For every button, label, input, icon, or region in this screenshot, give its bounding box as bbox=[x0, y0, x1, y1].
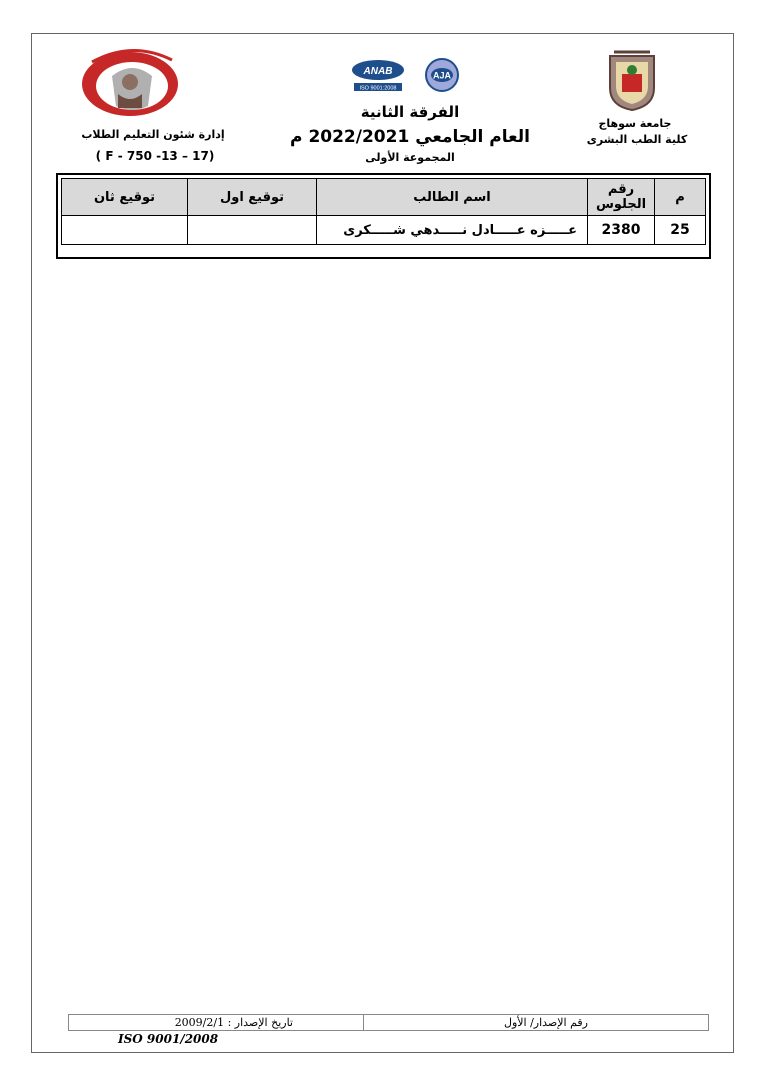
col-header-second-signature: توقيع ثان bbox=[62, 179, 188, 216]
svg-text:ISO 9001:2008: ISO 9001:2008 bbox=[359, 85, 397, 92]
col-header-student-name: اسم الطالب bbox=[317, 179, 588, 216]
faculty-name: كلية الطب البشرى bbox=[586, 133, 688, 146]
group-title: المجموعة الأولى bbox=[365, 151, 455, 164]
university-name: جامعة سوهاج bbox=[598, 117, 672, 130]
form-code: ( F - 750 -13 – 17) bbox=[95, 149, 215, 163]
seat-header-line2: الجلوس bbox=[595, 197, 647, 212]
student-name-cell: عـــــزه عـــــادل نـــــدهي شـــــكرى bbox=[317, 216, 588, 245]
col-header-seat-number bbox=[588, 179, 655, 216]
issue-date: تاريخ الإصدار : 2009/2/1 bbox=[174, 1016, 293, 1029]
table-row bbox=[62, 216, 706, 245]
second-signature-cell[interactable] bbox=[62, 216, 188, 245]
accreditation-logos-icon bbox=[350, 58, 466, 94]
svg-text:ANAB: ANAB bbox=[363, 66, 393, 77]
seat-number-cell: 2380 bbox=[588, 216, 655, 245]
year-level-title: الفرقة الثانية bbox=[360, 103, 460, 121]
university-seal-icon bbox=[606, 48, 658, 112]
academic-year-title: العام الجامعي 2022/2021 م bbox=[290, 127, 530, 147]
svg-text:AJA: AJA bbox=[432, 70, 452, 81]
iso-label: ISO 9001/2008 bbox=[118, 1032, 219, 1046]
faculty-logo-icon bbox=[72, 46, 192, 120]
row-number-cell: 25 bbox=[655, 216, 706, 245]
seat-header-line1: رقم bbox=[607, 182, 635, 197]
col-header-first-signature: توقيع اول bbox=[188, 179, 317, 216]
issue-number: رقم الإصدار/ الأول bbox=[363, 1015, 708, 1030]
attendance-table bbox=[56, 173, 711, 259]
footer-info-box bbox=[68, 1014, 709, 1031]
department-name: إدارة شئون التعليم الطلاب bbox=[81, 128, 225, 141]
table-header-row bbox=[62, 179, 706, 216]
col-header-number: م bbox=[655, 179, 706, 216]
first-signature-cell[interactable] bbox=[188, 216, 317, 245]
